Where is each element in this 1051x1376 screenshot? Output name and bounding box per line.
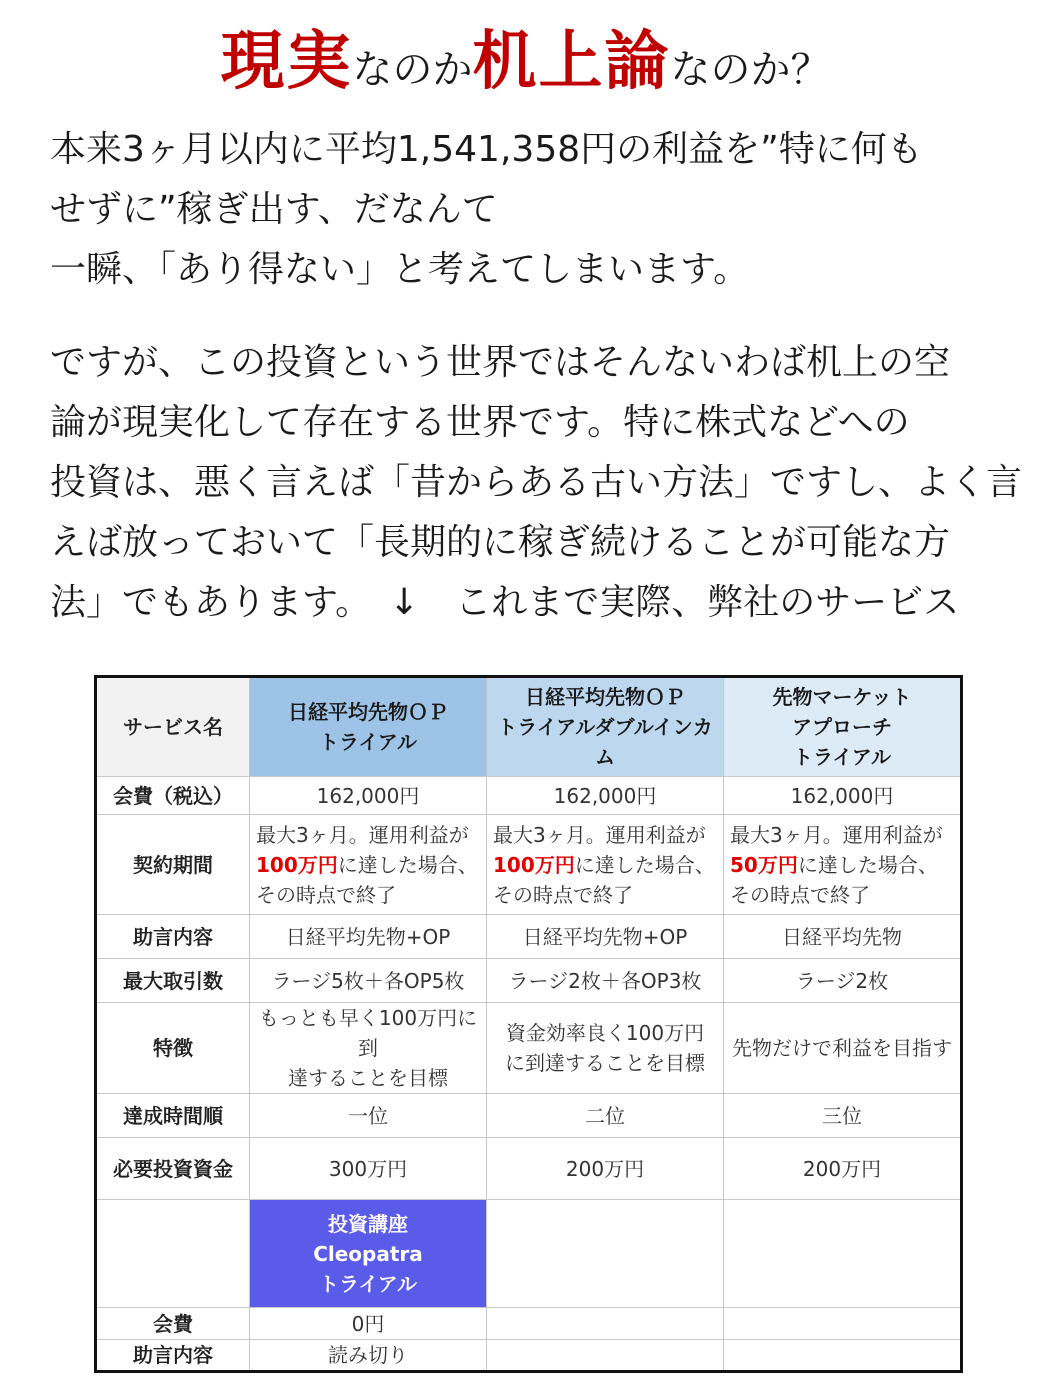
service-name-line: トライアル [319, 730, 417, 754]
profit-target-amount: 50万円 [730, 852, 798, 877]
intro-line: 一瞬、「あり得ない」と考えてしまいます。 [50, 249, 750, 290]
table-cell [724, 1003, 962, 1094]
table-row-advice [96, 915, 962, 959]
table-cell: 0円 [250, 1308, 487, 1340]
row-label-fee: 会費（税込） [96, 777, 250, 815]
intro-line: せずに”稼ぎ出す、だなんて [50, 189, 498, 230]
body-line: 法」でもあります。 ↓ これまで実際、弊社のサービス [50, 582, 960, 623]
service-name-line: 日経平均先物ＯＰ [288, 700, 448, 724]
table-row-cleopatra-advice [96, 1340, 962, 1372]
table-cell [250, 1003, 487, 1094]
page-title [0, 10, 1051, 102]
table-row-period [96, 815, 962, 915]
cleopatra-header [250, 1200, 487, 1308]
table-row-cleopatra-fee [96, 1308, 962, 1340]
row-label-features: 特徴 [96, 1003, 250, 1094]
empty-cell [724, 1340, 962, 1372]
empty-cell [96, 1200, 250, 1308]
cell-line: その時点で終了 [256, 882, 396, 907]
table-cell [487, 815, 724, 915]
table-cell [487, 1003, 724, 1094]
profit-target-amount: 100万円 [256, 852, 338, 877]
service-comparison-table [94, 675, 963, 1373]
cleopatra-name-line: 投資講座 [328, 1211, 408, 1236]
table-cell: 日経平均先物 [724, 915, 962, 959]
table-row-rank [96, 1094, 962, 1138]
empty-cell [487, 1340, 724, 1372]
cell-text: に達した場合、 [337, 852, 478, 877]
cell-text: に達した場合、 [797, 852, 938, 877]
table-cell: 読み切り [250, 1340, 487, 1372]
row-label-period: 契約期間 [96, 815, 250, 915]
table-header-row [96, 677, 962, 777]
empty-cell [487, 1308, 724, 1340]
cell-line [256, 850, 484, 880]
body-paragraph [50, 333, 1030, 633]
cell-line: 最大3ヶ月。運用利益が [256, 822, 469, 847]
body-line: 投資は、悪く言えば「昔からある古い方法」ですし、よく言 [50, 462, 1023, 503]
cell-line [730, 850, 958, 880]
empty-cell [724, 1200, 962, 1308]
table-cell: 162,000円 [487, 777, 724, 815]
service-header-1 [250, 677, 487, 777]
table-row-cleopatra [96, 1200, 962, 1308]
service-name-line: トライアルダブルインカム [497, 715, 713, 769]
table-row-features [96, 1003, 962, 1094]
body-line: ですが、この投資という世界ではそんないわば机上の空 [50, 342, 951, 383]
row-label-max-trades: 最大取引数 [96, 959, 250, 1003]
cell-line: 達することを目標 [288, 1066, 448, 1090]
row-label-rank: 達成時間順 [96, 1094, 250, 1138]
service-name-line: 先物マーケット [772, 685, 912, 709]
row-label-capital: 必要投資資金 [96, 1138, 250, 1200]
cell-line: 最大3ヶ月。運用利益が [730, 822, 943, 847]
table-cell: 200万円 [724, 1138, 962, 1200]
table-cell: 162,000円 [724, 777, 962, 815]
table-cell: 200万円 [487, 1138, 724, 1200]
service-header-2 [487, 677, 724, 777]
service-name-line: 日経平均先物ＯＰ [525, 685, 685, 709]
service-name-line: アプローチ [792, 715, 892, 739]
cell-line: に到達することを目標 [505, 1051, 705, 1075]
intro-line: 本来3ヶ月以内に平均1,541,358円の利益を”特に何も [50, 129, 923, 170]
table-cell: 一位 [250, 1094, 487, 1138]
cell-line: 資金効率良く100万円 [505, 1021, 705, 1045]
title-part-connector-1: なのか [352, 47, 473, 93]
body-line: えば放っておいて「長期的に稼ぎ続けることが可能な方 [50, 522, 951, 563]
row-label-cleopatra-advice: 助言内容 [96, 1340, 250, 1372]
cell-line: その時点で終了 [730, 882, 870, 907]
table-cell: 二位 [487, 1094, 724, 1138]
title-part-reality: 現実 [220, 25, 353, 99]
table-cell: ラージ2枚 [724, 959, 962, 1003]
title-part-theory: 机上論 [472, 25, 671, 99]
empty-cell [724, 1308, 962, 1340]
row-label-advice: 助言内容 [96, 915, 250, 959]
cell-text: に達した場合、 [574, 852, 715, 877]
cell-line: もっとも早く100万円に到 [258, 1006, 478, 1060]
title-part-connector-2: なのか？ [670, 47, 831, 93]
service-name-label: サービス名 [96, 677, 250, 777]
table-cell [250, 815, 487, 915]
table-cell: 三位 [724, 1094, 962, 1138]
service-name-line: トライアル [793, 745, 891, 769]
table-cell: 日経平均先物+OP [250, 915, 487, 959]
row-label-cleopatra-fee: 会費 [96, 1308, 250, 1340]
cell-line: 最大3ヶ月。運用利益が [493, 822, 706, 847]
table-row-fee [96, 777, 962, 815]
table-cell: 162,000円 [250, 777, 487, 815]
empty-cell [487, 1200, 724, 1308]
table-cell: 300万円 [250, 1138, 487, 1200]
table-row-max-trades [96, 959, 962, 1003]
table-cell [724, 815, 962, 915]
profit-target-amount: 100万円 [493, 852, 575, 877]
table-cell: ラージ2枚＋各OP3枚 [487, 959, 724, 1003]
table-cell: 日経平均先物+OP [487, 915, 724, 959]
cleopatra-name-line: Cleopatra [313, 1241, 423, 1266]
intro-paragraph [50, 120, 1030, 300]
cleopatra-name-line: トライアル [319, 1271, 417, 1296]
body-line: 論が現実化して存在する世界です。特に株式などへの [50, 402, 910, 443]
table-cell: ラージ5枚＋各OP5枚 [250, 959, 487, 1003]
service-header-3 [724, 677, 962, 777]
cell-line: その時点で終了 [493, 882, 633, 907]
cell-line [493, 850, 721, 880]
cell-line: 先物だけで利益を目指す [732, 1036, 952, 1060]
table-row-capital [96, 1138, 962, 1200]
